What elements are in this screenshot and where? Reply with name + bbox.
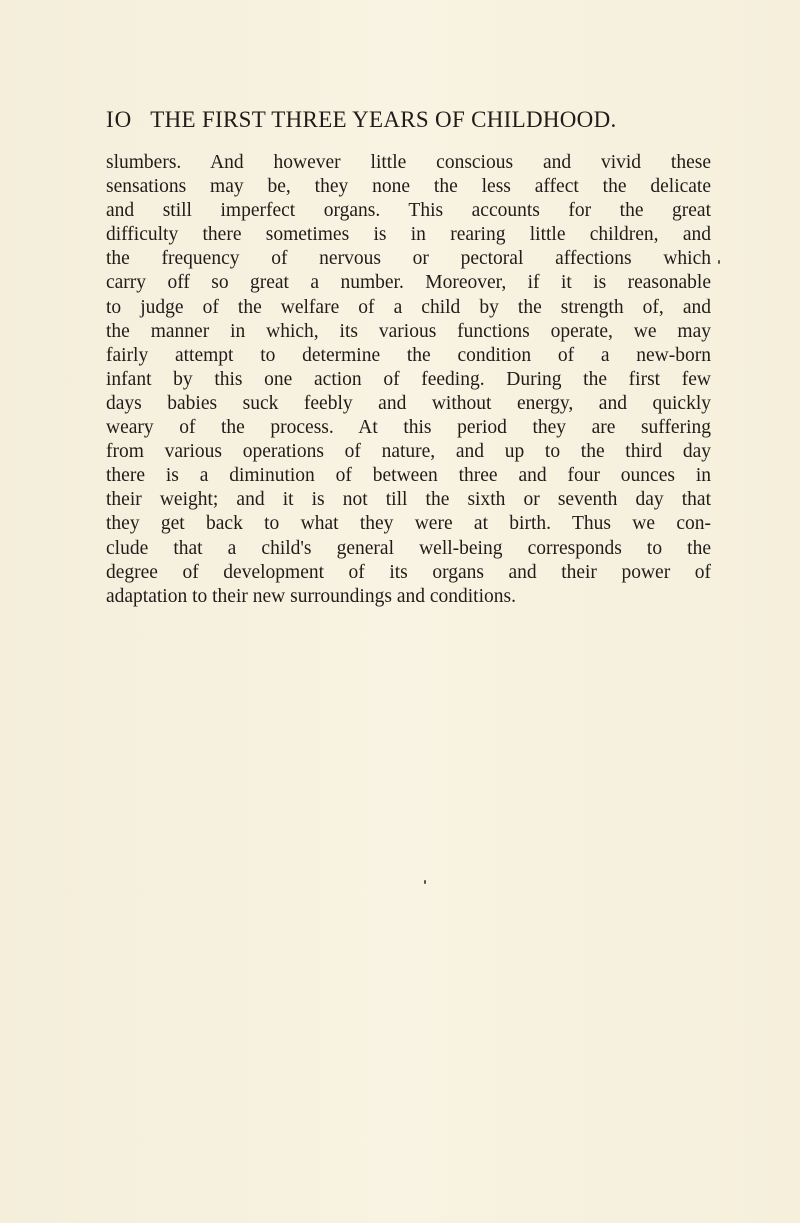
text-line: days babies suck feebly and without energy, and quickly bbox=[106, 392, 711, 414]
running-title: THE FIRST THREE YEARS OF CHILDHOOD. bbox=[150, 107, 617, 132]
text-line: slumbers. And however little conscious and vivid these bbox=[106, 152, 711, 173]
text-line: there is a diminution of between three and four ounces in bbox=[106, 465, 711, 487]
text-line: carry off so great a number. Moreover, if it is reasonable bbox=[106, 272, 711, 294]
text-line: fairly attempt to determine the condition of a new-born bbox=[106, 344, 711, 366]
text-line: infant by this one action of feeding. During the first few bbox=[106, 368, 711, 390]
body-paragraph bbox=[106, 151, 711, 609]
text-line: and still imperfect organs. This accounts for the great bbox=[106, 200, 711, 222]
page-number: IO bbox=[106, 107, 133, 132]
paper-speck bbox=[424, 880, 426, 884]
running-head bbox=[106, 107, 666, 133]
paper-speck bbox=[718, 260, 720, 264]
text-line: from various operations of nature, and up to the third day bbox=[106, 441, 711, 463]
text-line: they get back to what they were at birth. Thus we con- bbox=[106, 513, 711, 535]
text-line: sensations may be, they none the less affect the delicate bbox=[106, 176, 711, 198]
text-line: weary of the process. At this period they are suffering bbox=[106, 417, 711, 439]
text-line: degree of development of its organs and their power of bbox=[106, 561, 711, 583]
text-line: the manner in which, its various functions operate, we may bbox=[106, 320, 711, 342]
text-line: their weight; and it is not till the sixth or seventh day that bbox=[106, 489, 711, 511]
text-line: difficulty there sometimes is in rearing little children, and bbox=[106, 224, 711, 246]
text-line: adaptation to their new surroundings and conditions. bbox=[106, 585, 516, 607]
text-line: to judge of the welfare of a child by the strength of, and bbox=[106, 296, 711, 318]
text-line: clude that a child's general well-being corresponds to the bbox=[106, 537, 711, 559]
text-line: the frequency of nervous or pectoral affections which bbox=[106, 248, 711, 270]
